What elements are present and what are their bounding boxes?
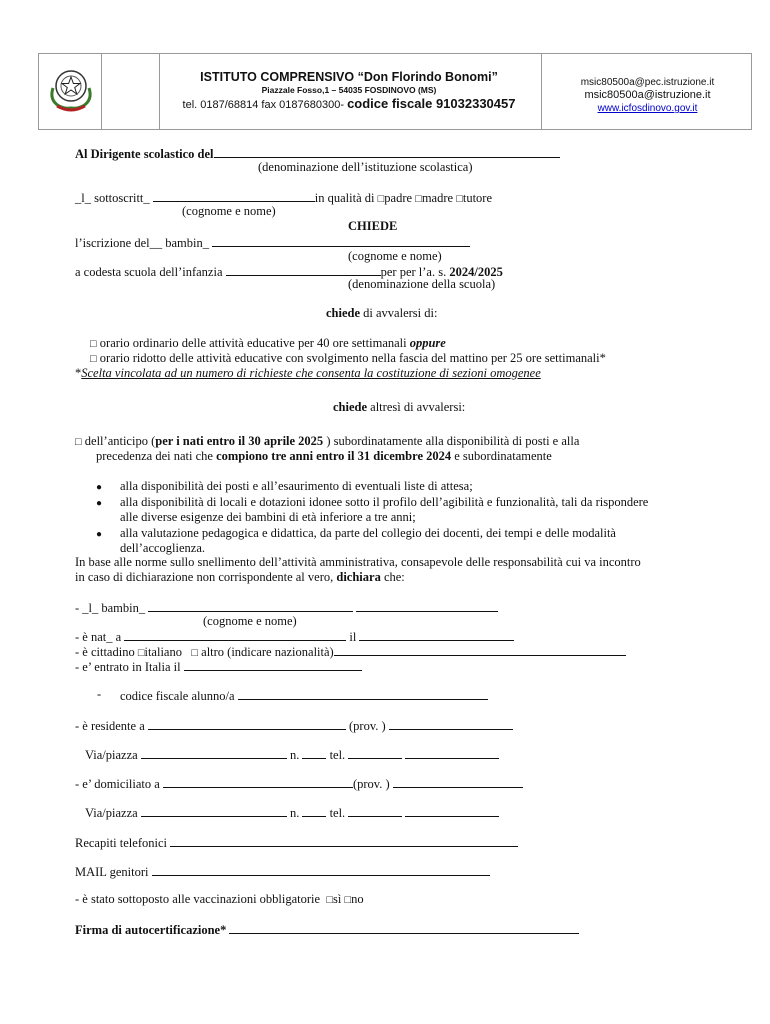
- resident-street-field[interactable]: [141, 746, 287, 759]
- school-website-link[interactable]: www.icfosdinovo.gov.it: [597, 103, 698, 114]
- orario-note: *Scelta vincolata ad un numero di richieste che consenta la costituzione di sezioni omogenee: [75, 366, 541, 380]
- orario-note-text: Scelta vincolata ad un numero di richieste che consenta la costituzione di sezioni omogenee: [81, 366, 541, 380]
- mail-field[interactable]: [152, 863, 490, 876]
- resident-prov-label: (prov. ): [349, 719, 386, 733]
- orario-ordinario-label: orario ordinario delle attività educative per 40 ore settimanali: [99, 336, 407, 350]
- italiano-checkbox[interactable]: □: [137, 647, 145, 659]
- italy-entry-line: [75, 658, 362, 675]
- quality-label: in qualità di: [314, 191, 375, 205]
- phones-field[interactable]: [170, 834, 518, 847]
- tax-code: codice fiscale 91032330457: [347, 96, 516, 111]
- school-contacts: [164, 96, 534, 113]
- oppure-label: oppure: [409, 336, 446, 350]
- phones-line: [75, 834, 518, 851]
- domicile-city-field[interactable]: [163, 775, 353, 788]
- norme-line-1: In base alle norme sullo snellimento dell’attività amministrativa, consapevole delle responsabilità cui va incontro: [75, 555, 641, 569]
- birthdate-field[interactable]: [359, 628, 514, 641]
- chiede-altresi-bold: chiede: [333, 400, 368, 414]
- school-year: 2024/2025: [449, 265, 503, 279]
- signer-name-field[interactable]: [153, 189, 315, 202]
- school-info: [164, 70, 534, 113]
- anticipo-text-2a: precedenza dei nati che: [96, 449, 213, 463]
- chiede-altresi-text: altresì di avvalersi:: [370, 400, 466, 414]
- cf-line: [120, 687, 488, 704]
- bullet-3b: dell’accoglienza.: [120, 541, 206, 555]
- italiano-label: italiano: [144, 645, 182, 659]
- resident-number-field[interactable]: [302, 746, 326, 759]
- signature-line: [75, 921, 579, 938]
- norme-text-2c: che:: [383, 570, 405, 584]
- bullet-icon: ●: [96, 529, 103, 540]
- bullet-icon: ●: [96, 498, 103, 509]
- birthplace-field[interactable]: [124, 628, 346, 641]
- resident-prov-field[interactable]: [389, 717, 513, 730]
- signature-field[interactable]: [229, 921, 579, 934]
- bullet-3a: alla valutazione pedagogica e didattica, da parte del collegio dei docenti, dei tempi e delle modalità: [120, 526, 616, 540]
- anticipo-text-1b: per i nati entro il 30 aprile 2025: [155, 434, 324, 448]
- vaccination-no-label: no: [351, 892, 364, 906]
- domicile-tel-field-1[interactable]: [348, 804, 402, 817]
- resident-label: - è residente a: [75, 719, 145, 733]
- italian-republic-emblem-icon: [45, 66, 97, 114]
- chiede-avvalersi: [326, 306, 437, 321]
- orario-ridotto-option: [90, 351, 606, 367]
- number-label: n.: [289, 806, 300, 820]
- child-firstname-field[interactable]: [356, 599, 498, 612]
- italy-entry-field[interactable]: [184, 658, 362, 671]
- phone-fax: tel. 0187/68814 fax 0187680300-: [182, 99, 344, 111]
- school-web-contacts: [544, 76, 751, 115]
- domicile-number-field[interactable]: [302, 804, 326, 817]
- pec-email: msic80500a@pec.istruzione.it: [580, 77, 715, 88]
- padre-checkbox[interactable]: □: [377, 193, 385, 205]
- school-address: Piazzale Fosso,1 – 54035 FOSDINOVO (MS): [261, 85, 437, 95]
- padre-label: padre: [384, 191, 413, 205]
- letterhead-blank-cell: [101, 54, 160, 129]
- recipient-label: Al Dirigente scolastico del: [75, 147, 214, 161]
- year-label: per per l’a. s.: [380, 265, 447, 279]
- vaccination-label: - è stato sottoposto alle vaccinazioni obbligatorie: [75, 892, 321, 906]
- vaccination-yes-label: sì: [332, 892, 342, 906]
- resident-address-line: [85, 746, 499, 763]
- signer-prefix: _l_ sottoscritt_: [75, 191, 150, 205]
- domicile-tel-field-2[interactable]: [405, 804, 499, 817]
- anticipo-line-2: [96, 449, 552, 464]
- child-label: - _l_ bambin_: [75, 601, 146, 615]
- chiede-avvalersi-bold: chiede: [326, 306, 361, 320]
- school-name: ISTITUTO COMPRENSIVO “Don Florindo Bonomi”: [200, 70, 498, 84]
- phones-label: Recapiti telefonici: [75, 836, 167, 850]
- dichiara-label: dichiara: [336, 570, 381, 584]
- domicile-line: [75, 775, 523, 792]
- via-label: Via/piazza: [85, 806, 138, 820]
- orario-ridotto-label: orario ridotto delle attività educative con svolgimento nella fascia del mattino per 25 ore settimanali*: [99, 351, 606, 365]
- madre-label: madre: [421, 191, 454, 205]
- born-il-label: il: [349, 630, 357, 644]
- school-name-field[interactable]: [226, 263, 381, 276]
- citizen-label: - è cittadino: [75, 645, 135, 659]
- altro-label: altro (indicare nazionalità): [201, 645, 334, 659]
- madre-checkbox[interactable]: □: [415, 193, 422, 205]
- resident-tel-field-2[interactable]: [405, 746, 499, 759]
- anticipo-text-2b: compiono tre anni entro il 31 dicembre 2024: [216, 449, 452, 463]
- anticipo-checkbox[interactable]: □: [75, 436, 82, 448]
- orario-ordinario-option: [90, 336, 446, 352]
- domicile-label: - e’ domiciliato a: [75, 777, 160, 791]
- school-label: a codesta scuola dell’infanzia: [75, 265, 223, 279]
- bullet-1: alla disponibilità dei posti e all’esaurimento di eventuali liste di attesa;: [120, 479, 473, 493]
- vaccination-line: [75, 892, 364, 908]
- resident-line: [75, 717, 513, 734]
- orario-ordinario-checkbox[interactable]: □: [90, 338, 97, 350]
- domicile-prov-label: (prov. ): [352, 777, 390, 791]
- norme-text-2a: in caso di dichiarazione non corrispondente al vero,: [75, 570, 334, 584]
- signer-name-hint: (cognome e nome): [182, 204, 276, 218]
- child-name-hint: (cognome e nome): [348, 249, 442, 263]
- domicile-prov-field[interactable]: [393, 775, 523, 788]
- number-label: n.: [289, 748, 300, 762]
- tel-label: tel.: [329, 748, 346, 762]
- cf-field[interactable]: [238, 687, 488, 700]
- tel-label: tel.: [329, 806, 346, 820]
- italy-entry-label: - e’ entrato in Italia il: [75, 660, 181, 674]
- anticipo-line-1: [75, 434, 579, 450]
- vaccination-yes-checkbox[interactable]: □: [326, 894, 333, 906]
- institution-hint: (denominazione dell’istituzione scolastica): [258, 160, 473, 174]
- anticipo-text-1c: ) subordinatamente alla disponibilità di posti e alla: [326, 434, 580, 448]
- cf-label: codice fiscale alunno/a: [120, 689, 235, 703]
- child-name-hint-2: (cognome e nome): [203, 614, 297, 628]
- via-label: Via/piazza: [85, 748, 138, 762]
- mail-label: MAIL genitori: [75, 865, 149, 879]
- born-label: - è nat_ a: [75, 630, 122, 644]
- bullet-2b: alle diverse esigenze dei bambini di età inferiore a tre anni;: [120, 510, 416, 524]
- letterhead-emblem-cell: [39, 54, 102, 129]
- resident-tel-field-1[interactable]: [348, 746, 402, 759]
- nationality-field[interactable]: [334, 643, 626, 656]
- enroll-label: l’iscrizione del__ bambin_: [75, 236, 209, 250]
- altro-checkbox[interactable]: □: [191, 647, 199, 659]
- cf-dash: -: [97, 687, 102, 701]
- bullet-icon: ●: [96, 482, 103, 493]
- domicile-address-line: [85, 804, 499, 821]
- anticipo-text-1a: dell’anticipo (: [84, 434, 156, 448]
- norme-line-2: [75, 570, 405, 585]
- chiede-title: CHIEDE: [348, 219, 398, 233]
- domicile-street-field[interactable]: [141, 804, 287, 817]
- letterhead: [38, 53, 752, 130]
- vaccination-no-checkbox[interactable]: □: [344, 894, 352, 906]
- chiede-avvalersi-text: di avvalersi di:: [363, 306, 438, 320]
- mail-line: [75, 863, 490, 880]
- anticipo-text-2c: e subordinatamente: [454, 449, 552, 463]
- tutore-checkbox[interactable]: □: [456, 193, 463, 205]
- child-surname-field[interactable]: [148, 599, 353, 612]
- school-email: msic80500a@istruzione.it: [584, 89, 711, 101]
- signer-line: [75, 189, 492, 207]
- chiede-altresi: [333, 400, 465, 415]
- orario-ridotto-checkbox[interactable]: □: [90, 353, 97, 365]
- tutore-label: tutore: [462, 191, 493, 205]
- signature-label: Firma di autocertificazione*: [75, 923, 227, 937]
- child-name-field[interactable]: [212, 234, 470, 247]
- resident-city-field[interactable]: [148, 717, 346, 730]
- bullet-2a: alla disponibilità di locali e dotazioni idonee sotto il profilo dell’agibilità e funzionalità, tali da rispondere: [120, 495, 649, 509]
- institution-field[interactable]: [214, 145, 560, 158]
- school-hint: (denominazione della scuola): [348, 277, 496, 291]
